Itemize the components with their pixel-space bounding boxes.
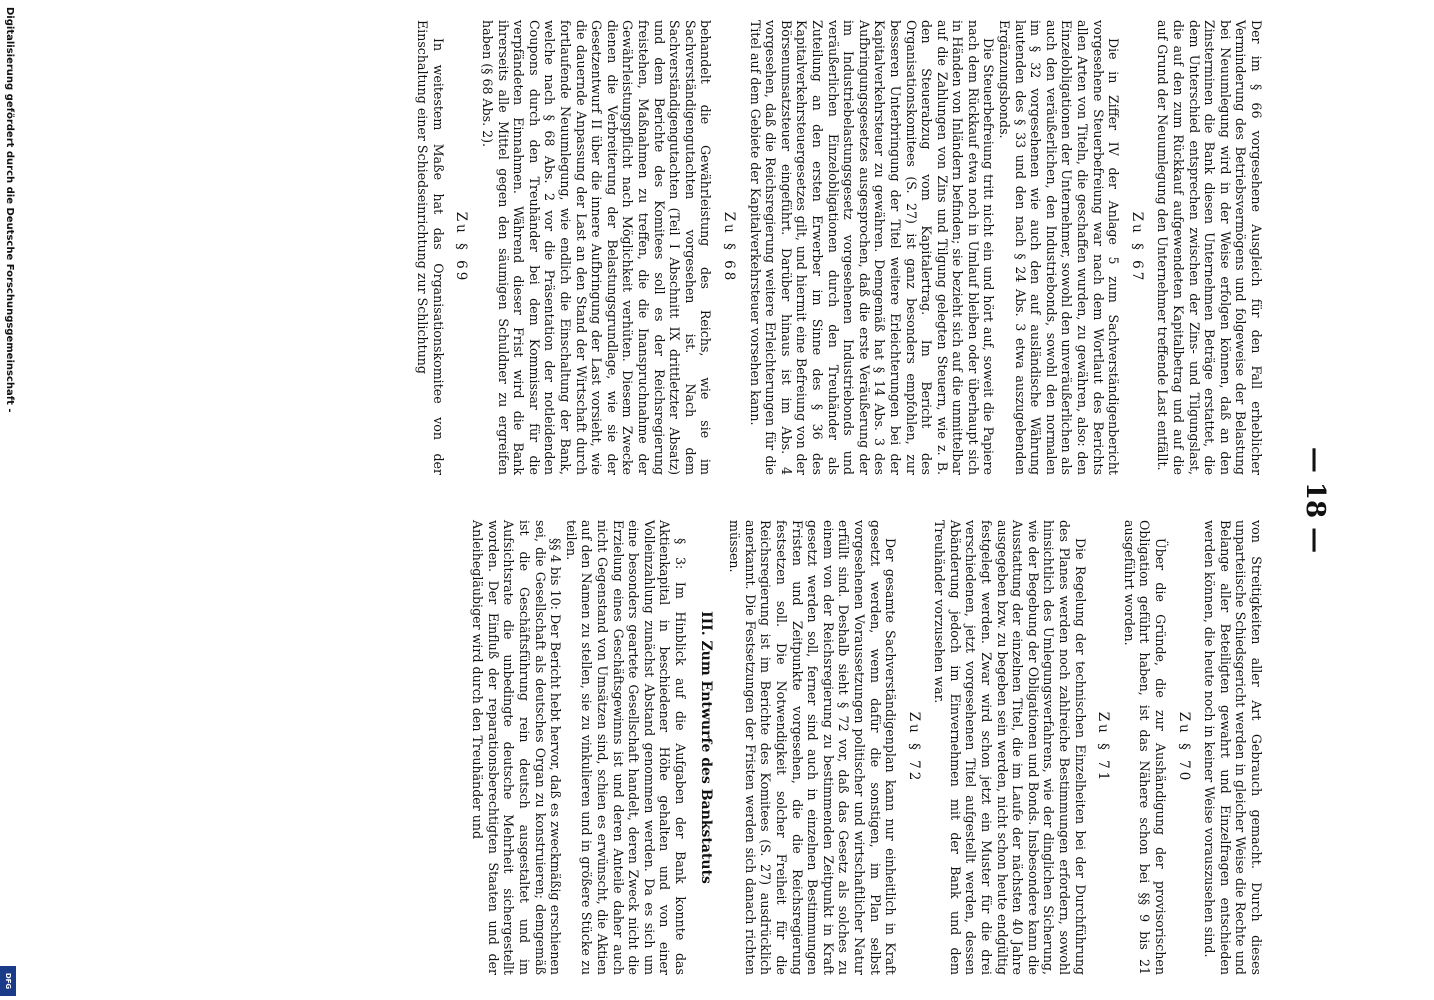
paragraph: Der gesamte Sachverständigenplan kann nur einheitlich in Kraft gesetzt werden, wenn dafür die sonstigen, im Plan selbst vorgesehenen Voraussetzungen politischer und wirtschaftlicher Natur erfüllt sind. Deshalb sieht § 72 vor, daß das Gesetz als solches zu einem von der Reichsregierung zu bestimmenden Zeitpunkt in Kraft gesetzt werden soll, ferner sind auch in einzelnen Bestimmungen Fristen und Zeitpunkte vorgesehen, die die Reichsregierung festsetzen soll. Die Notwendigkeit solcher Freiheit für die Reichsregierung ist im Berichte des Komitees (S. 27) ausdrücklich anerkannt. Die Festsetzungen der Fristen werden sich danach richten müssen. (727, 520, 899, 975)
section-heading: Zu § 71 (1095, 711, 1112, 784)
page-scan-frame (140, 0, 1340, 1000)
rotated-document-page (140, 0, 1340, 1000)
digitization-footer (0, 0, 18, 1000)
dfg-logo (0, 966, 16, 996)
paragraph: Der im § 66 vorgesehene Ausgleich für den Fall erheblicher Verminderung des Betriebsvermögens und folgeweise der Belastung bei Neuumlegung wird in der Weise erfolgen können, daß an den Zinsterminen die Bank diesen Unternehmen Beträge erstattet, die dem Unterschied entsprechen zwischen der Zins- und Tilgungslast, die auf den zum Rückkauf aufgewendeten Kapitalbetrag und auf die auf Grund der Neuumlegung den Unternehmer treffende Last entfällt. (1155, 20, 1264, 475)
paragraph: § 3: Im Hinblick auf die Aufgaben der Bank konnte das Aktienkapital in beschiedener Höhe gehalten und von einer Volleinzahlung zunächst Abstand genommen werden. Da es sich um eine besonders geartete Gesellschaft handelt, deren Zweck nicht die Erzielung eines Geschäftsgewinns ist und deren Anteile daher auch nicht Gegenstand von Umsätzen sind, schien es erwünscht, die Aktien auf den Namen zu stellen, sie zu vinkulieren und in größere Stücke zu teilen. (563, 520, 688, 975)
paragraph: Die Steuerbefreiung tritt nicht ein und hört auf, soweit die Papiere nach dem Rückkauf etwa noch in Umlauf bleiben oder überhaupt sich in Händen von Inländern befinden; sie bezieht sich auf die unmittelbar auf die Zahlungen von Zins und Tilgung gelegten Steuern, wie z. B. den Steuerabzug vom Kapitalertrag. Im Bericht des Organisationskomitees (S. 27) ist ganz besonders empfohlen, zur besseren Unterbringung der Titel weitere Erleichterungen bei der Kapitalverkehrsteuer zu gewähren. Demgemäß hat § 14 Abs. 3 des Aufbringungsgesetzes ausgesprochen, daß die erste Veräußerung der im Industriebelastungsgesetz vorgesehenen Industriebonds und veräußerlichen Einzelobligationen durch den Treuhänder als Zuteilung an den ersten Erwerber im Sinne des § 36 des Kapitalverkehrsteuergesetzes gilt, und hiermit eine Befreiung von der Börsenumsatzsteuer eingeführt. Darüber hinaus ist im Abs. 4 vorgesehen, daß die Reichsregierung weitere Erleichterungen für die Titel auf dem Gebiete der Kapitalverkehrsteuer vorsehen kann. (747, 20, 997, 475)
footer-credit-text: Digitalisierung gefördert durch die Deutsche Forschungsgemeinschaft - (4, 7, 15, 413)
paragraph: §§ 4 bis 10: Der Bericht hebt hervor, daß es zweckmäßig erschienen sei, die Gesellschaft als deutsches Organ zu konstruieren; demgemäß ist die Geschäftsführung rein deutsch ausgestaltet und im Aufsichtsrate die unbedingte deutsche Mehrheit sichergestellt worden. Der Einfluß der reparationsberechtigten Staaten und der Anleihegläubiger wird durch den Treuhänder und (470, 520, 564, 975)
page-number: — 18 — (1300, 446, 1330, 554)
paragraph: Über die Gründe, die zur Aushändigung der provisorischen Obligation geführt haben, ist das Nähere schon bei §§ 9 bis 21 ausgeführt worden. (1121, 520, 1169, 975)
section-heading: Zu § 68 (721, 211, 737, 284)
section-heading: Zu § 69 (453, 211, 470, 284)
paragraph: Die Regelung der technischen Einzelheiten bei der Durchführung des Planes werden noch zahlreiche Bestimmungen erfordern, sowohl hinsichtlich des Umlegungsverfahrens, wie der dinglichen Sicherung, wie der Begebung der Obligationen und Bonds. Insbesondere kann die Ausstattung der einzelnen Titel, die im Laufe der nächsten 40 Jahre ausgegeben bzw. zu begeben sein werden, nicht schon heute endgültig festgelegt werden. Zwar wird schon jetzt ein Muster für die drei verschiedenen, jetzt vorgesehenen Titel aufgestellt werden, dessen Abänderung jedoch im Einvernehmen mit der Bank und dem Treuhänder vorzusehen war. (932, 520, 1088, 975)
section-heading: Zu § 70 (1175, 711, 1192, 784)
paragraph: In weitestem Maße hat das Organisationskomitee von der Einschaltung einer Schiedseinrichtung zur Schlichtung (415, 20, 446, 475)
paragraph: von Streitigkeiten aller Art Gebrauch gemacht. Durch dieses unparteiische Schiedsgericht werden in gleicher Weise die Rechte und Belange aller Beteiligten gewahrt und Einzelfragen entschieden werden können, die heute noch in keiner Weise vorauszusehen sind. (1202, 520, 1264, 975)
section-heading: Zu § 67 (1128, 211, 1145, 284)
dfg-logo-text: DFG (4, 972, 12, 990)
left-text-column (415, 20, 1264, 475)
paragraph: behandelt die Gewährleistung des Reichs, wie sie im Sachverständigengutachten vorgesehen ist. Nach dem Sachverständigengutachten (Teil I Abschnitt IX drittletzter Absatz) und dem Berichte des Komitees soll es der Reichsregierung freistehen, Maßnahmen zu treffen, die die Inanspruchnahme der Gewährleistungspflicht nach Möglichkeit verhüten. Diesem Zwecke dienen die Verbreiterung der Belastungsgrundlage, wie sie der Gesetzentwurf II über die innere Aufbringung der Last vorsieht, wie die dauernde Anpassung der Last an den Stand der Wirtschaft durch fortlaufende Neuumlegung, wie endlich die Einschaltung der Bank, welche nach § 68 Abs. 2 vor die Präsentation der notleidenden Coupons durch den Treuhänder bei dem Kommissar für die verpfändeten Einnahmen. Während dieser Frist wird die Bank ihrerseits alle Mittel gegen den säumigen Schuldner zu ergreifen haben (§ 68 Abs. 2). (480, 20, 714, 475)
section-heading: Zu § 72 (905, 711, 922, 784)
chapter-heading: III. Zum Entwurfe des Bankstatuts (697, 611, 714, 884)
right-text-column (470, 520, 1264, 975)
paragraph: Die in Ziffer IV der Anlage 5 zum Sachverständigenbericht vorgesehene Steuerbefreiung war nach dem Wortlaut des Berichts allen Arten von Titeln, die geschaffen wurden, zu gewähren, also: den Einzelobligationen der Unternehmer, sowohl den unveräußerlichen als auch den veräußerlichen, den Industriebonds, sowohl den normalen im § 32 vorgesehenen wie auch den auf ausländische Währung lautenden des § 33 und den nach § 24 Abs. 3 etwa auszugebenden Ergänzungsbonds. (997, 20, 1122, 475)
